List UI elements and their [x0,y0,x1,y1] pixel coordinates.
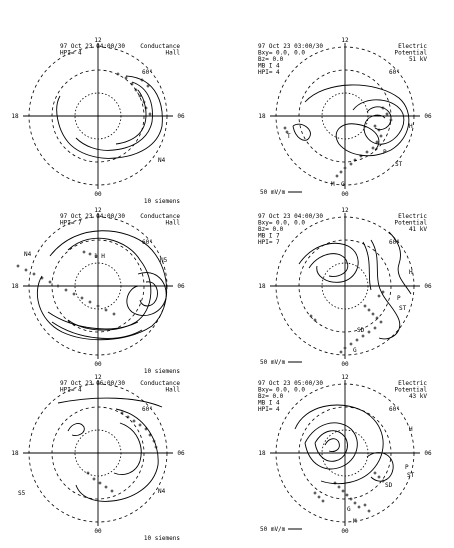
mlt-label-dawn: 06 [424,113,432,120]
track-mark [364,305,367,308]
region-annotation: ST [407,472,415,479]
track-mark [25,269,28,272]
mlt-label-noon: 12 [341,207,349,214]
track-mark [338,486,341,489]
contour-line [299,243,358,282]
header-left-line: 97 Oct 23 04:00/30 [60,43,126,50]
track-mark [17,265,20,268]
track-mark [350,343,353,346]
mlt-label-midnight: 00 [341,361,349,368]
polar-panel-r3c1 [11,374,185,542]
latitude-label: 60° [389,69,400,76]
region-annotation: N4 [24,251,32,258]
track-mark [143,101,146,104]
scale-label: 10 siemens [143,368,180,375]
contour-line [76,409,158,501]
latitude-label: 60° [389,406,400,413]
region-annotation: G [353,347,357,354]
region-annotation: H [409,123,413,130]
track-mark [374,125,377,128]
contour-line [325,439,339,452]
track-mark [376,317,379,320]
track-mark [310,315,313,318]
track-mark [344,167,347,170]
header-right-line: 51 kV [408,56,427,63]
track-mark [322,500,325,503]
latitude-label: 60° [142,406,153,413]
track-mark [73,293,76,296]
contour-line [127,273,166,316]
scale-label: 10 siemens [143,198,180,205]
track-mark [340,171,343,174]
polar-panel-r1c1 [11,37,185,205]
header-left-line: Bxy= 0.0, 0.0 [258,219,305,227]
contour-line [371,240,400,339]
header-right-line: Conductance [140,43,180,50]
contour-line [116,90,146,144]
track-mark [105,309,108,312]
track-mark [33,273,36,276]
mlt-label-midnight: 00 [341,528,349,535]
polar-panel-r2c1 [11,207,185,375]
mlt-label-dawn: 06 [424,450,432,457]
region-annotation: M [353,518,357,525]
panel-header [60,380,180,394]
mlt-label-noon: 12 [341,37,349,44]
header-left-line: HPI= 4 [258,406,280,413]
mlt-label-dusk: 18 [258,450,266,457]
mlt-label-noon: 12 [94,207,102,214]
region-annotation: N5 [160,257,168,264]
track-mark [368,510,371,513]
track-mark [284,127,287,130]
region-annotation: N4 [158,488,166,495]
track-mark [139,424,142,427]
mlt-label-midnight: 00 [94,191,102,198]
track-mark [380,321,383,324]
contour-line [68,424,84,436]
track-mark [81,297,84,300]
track-mark [117,73,120,76]
region-annotation: G [347,506,351,513]
panel-header [258,380,427,413]
track-mark [314,492,317,495]
contour-line [305,423,357,469]
header-left-line: 97 Oct 23 04:00/30 [258,213,324,220]
contour-line [363,242,371,290]
latitude-label: 60° [142,239,153,246]
track-mark [368,309,371,312]
header-right-line: Hall [165,219,180,227]
header-right-line: Electric [398,213,427,220]
contour-line [315,431,347,462]
region-annotation: P [397,295,401,302]
track-mark [368,331,371,334]
header-right-line: 43 kV [408,393,427,400]
track-mark [372,313,375,316]
latitude-label: 60° [142,69,153,76]
track-mark [133,420,136,423]
track-mark [372,147,375,150]
mlt-label-dusk: 18 [258,283,266,290]
track-mark [318,496,321,499]
header-left-line: HPI= 4 [60,386,82,394]
mlt-label-dawn: 06 [177,450,185,457]
region-annotation: 1 H [94,253,105,260]
header-left-line: HPI= 4 [60,49,82,57]
mlt-label-noon: 12 [341,374,349,381]
scale-label: 50 mV/m [260,189,286,196]
header-right-line: Hall [165,49,180,57]
mlt-label-dawn: 06 [177,113,185,120]
region-annotation: H [409,269,413,276]
scale-label: 50 mV/m [260,526,286,533]
region-annotation: G [341,181,345,188]
track-mark [105,486,108,489]
contour-line [309,254,348,277]
track-mark [131,83,134,86]
region-annotation: N4 [158,157,166,164]
panel-header [60,43,180,57]
mlt-label-dusk: 18 [11,113,19,120]
contour-line [48,312,138,329]
header-left-line: MB I 7 [258,232,280,240]
track-mark [378,476,381,479]
mlt-label-dusk: 18 [11,450,19,457]
panel-header [60,213,180,227]
track-mark [386,113,389,116]
mlt-label-dusk: 18 [258,113,266,120]
region-annotation: ST [399,305,407,312]
region-annotation: P [405,464,409,471]
mlt-label-noon: 12 [94,374,102,381]
track-mark [57,285,60,288]
track-mark [354,502,357,505]
header-left-line: 97 Oct 23 05:00/30 [258,380,324,387]
header-right-line: Conductance [140,213,180,220]
header-left-line: HPI= 7 [258,239,280,246]
header-right-line: Potential [394,386,427,394]
track-mark [49,281,52,284]
header-left-line: 97 Oct 23 04:00/30 [60,213,126,220]
mlt-label-dawn: 06 [424,283,432,290]
mlt-label-midnight: 00 [94,361,102,368]
track-mark [344,347,347,350]
track-mark [149,113,152,116]
scale-label: 50 mV/m [260,359,286,366]
track-mark [374,472,377,475]
track-mark [111,490,114,493]
header-left-line: Bz= 0.0 [258,226,284,233]
header-left-line: Bz= 0.0 [258,56,284,63]
region-annotation: T [287,133,291,140]
region-annotation: ST [395,161,403,168]
mlt-label-midnight: 00 [94,528,102,535]
track-mark [364,504,367,507]
header-right-line: Electric [398,380,427,387]
contour-line [305,85,409,156]
track-mark [358,506,361,509]
region-annotation: H [409,426,413,433]
track-mark [83,251,86,254]
track-mark [89,253,92,256]
track-mark [336,175,339,178]
track-mark [390,119,393,122]
track-mark [97,305,100,308]
track-mark [346,494,349,497]
region-annotation: SD [385,482,393,489]
panel-header [258,213,427,246]
region-annotation: S5 [18,490,26,497]
header-left-line: HPI= 4 [258,69,280,76]
track-mark [366,151,369,154]
latitude-label: 60° [389,239,400,246]
header-left-line: Bz= 0.0 [258,393,284,400]
contour-line [68,238,151,330]
track-mark [374,327,377,330]
track-mark [378,295,381,298]
header-right-line: Conductance [140,380,180,387]
region-annotation: SD [357,327,365,334]
track-mark [87,472,90,475]
header-left-line: 97 Oct 23 06:00/30 [60,380,126,387]
track-mark [376,141,379,144]
track-mark [127,416,130,419]
track-mark [113,313,116,316]
mlt-label-noon: 12 [94,37,102,44]
track-mark [99,482,102,485]
track-mark [350,498,353,501]
contour-line [140,282,158,306]
contour-line [114,423,141,475]
panel-header [258,43,427,76]
contour-line [57,76,163,158]
polar-panel-r3c2 [258,374,432,535]
header-left-line: Bxy= 0.0, 0.0 [258,386,305,394]
polar-panel-r1c2 [258,37,432,198]
track-mark [65,289,68,292]
track-mark [340,351,343,354]
mlt-label-dawn: 06 [177,283,185,290]
track-mark [362,335,365,338]
polar-panel-r2c2 [258,207,432,368]
track-mark [125,77,128,80]
header-left-line: 97 Oct 23 03:00/30 [258,43,324,50]
track-mark [89,301,92,304]
contour-line [37,231,166,340]
header-right-line: Potential [394,219,427,227]
header-left-line: MB I 4 [258,399,280,407]
track-mark [314,319,317,322]
contour-line [367,107,391,130]
scale-label: 10 siemens [143,535,180,542]
mlt-label-dusk: 18 [11,283,19,290]
header-left-line: Bxy= 0.0, 0.0 [258,49,305,57]
header-left-line: MB I 4 [258,62,280,70]
header-left-line: HPI= 7 [60,219,82,227]
track-mark [356,339,359,342]
mlt-label-midnight: 00 [341,191,349,198]
region-annotation: M [331,181,335,188]
header-right-line: Hall [165,386,180,394]
header-right-line: 41 kV [408,226,427,233]
region-annotation: P [383,149,387,156]
track-mark [93,478,96,481]
track-mark [380,135,383,138]
track-mark [342,490,345,493]
track-mark [350,163,353,166]
header-right-line: Potential [394,49,427,57]
track-mark [382,107,385,110]
header-right-line: Electric [398,43,427,50]
